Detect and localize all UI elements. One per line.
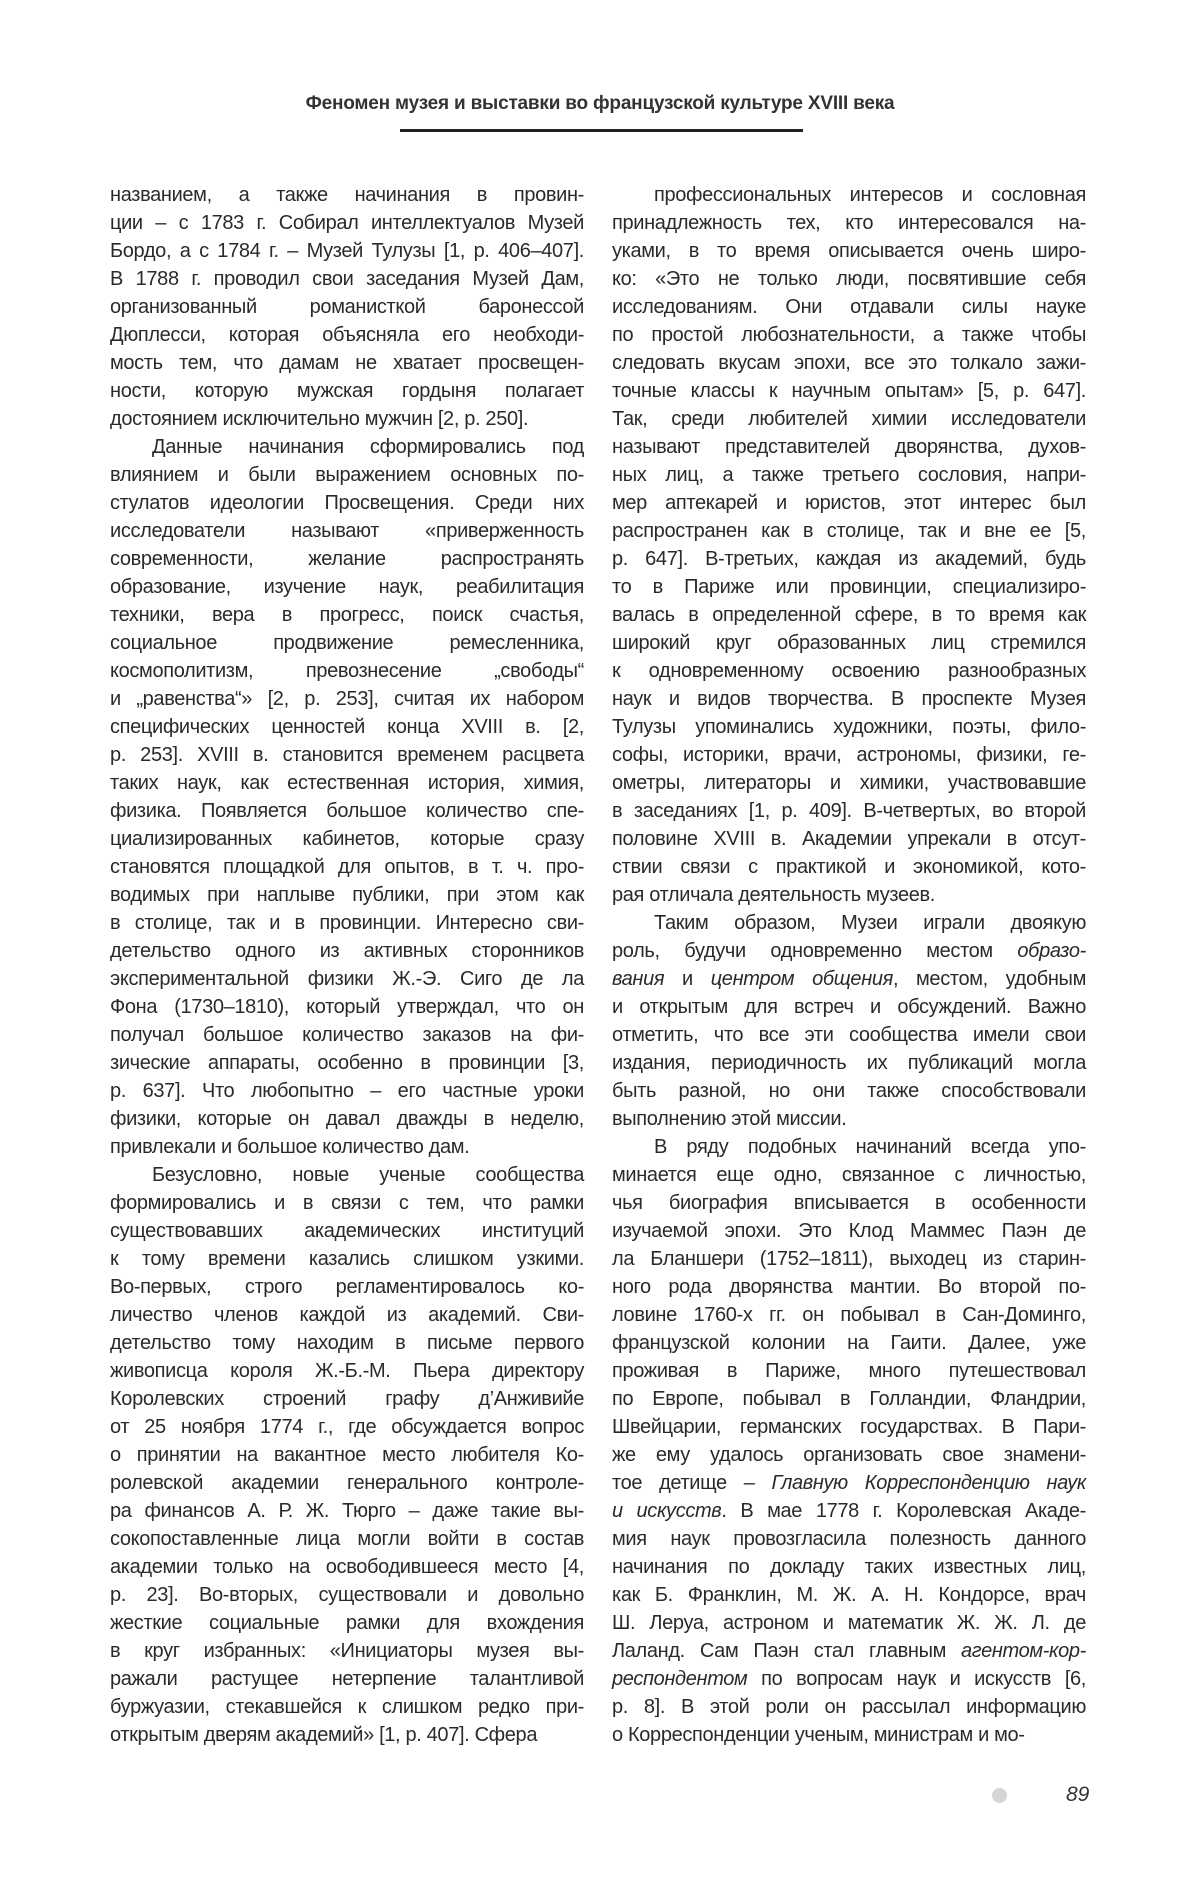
text-line: проживая в Париже, много путешествовал [612,1360,1086,1382]
text-line: Швейцарии, германских государствах. В Пари- [612,1416,1086,1438]
italic-text-segment: респондентом [612,1668,748,1690]
text-line: таких наук, как естественная история, химия, [110,772,584,794]
text-line: чья биография вписывается в особенности [612,1192,1086,1214]
italic-text-segment: образо- [1017,940,1086,962]
text-line: Во-первых, строго регламентировалось ко- [110,1276,584,1298]
text-line: как Б. Франклин, М. Ж. А. Н. Кондорсе, врач [612,1584,1086,1606]
text-line: достоянием исключительно мужчин [2, p. 250]. [110,408,529,430]
text-line: p. 8]. В этой роли он рассылал информацию [612,1696,1086,1718]
text-line: техники, вера в прогресс, поиск счастья, [110,604,584,626]
text-line: Дюплесси, которая объясняла его необходи- [110,324,584,346]
text-line: получал большое количество заказов на фи- [110,1024,584,1046]
text-line: начинания по докладу таких известных лиц, [612,1556,1086,1578]
text-line: физики, которые он давал дважды в неделю, [110,1108,584,1130]
text-line: влиянием и были выражением основных по- [110,464,584,486]
text-line: ра финансов А. Р. Ж. Тюрго – даже такие вы- [110,1500,584,1522]
text-line: ко: «Это не только люди, посвятившие себя [612,268,1086,290]
text-line: рая отличала деятельность музеев. [612,884,935,906]
text-line: в круг избранных: «Инициаторы музея вы- [110,1640,584,1662]
text-line: в столице, так и в провинции. Интересно сви- [110,912,584,934]
text-line: жесткие социальные рамки для вхождения [110,1612,584,1634]
text-line [612,937,1086,965]
text-line: выполнению этой миссии. [612,1108,847,1130]
text-line: к тому времени казались слишком узкими. [110,1248,584,1270]
text-line: ного рода дворянства мантии. Во второй по- [612,1276,1086,1298]
text-line: ловине 1760-х гг. он побывал в Сан-Доминго, [612,1304,1086,1326]
text-line: существовавших академических институций [110,1220,584,1242]
text-line: образование, изучение наук, реабилитация [110,576,584,598]
text-segment: , местом, удобным [892,968,1086,990]
text-line: мия наук провозгласила полезность данного [612,1528,1086,1550]
italic-text-segment: и искусств [612,1500,722,1522]
text-line: Таким образом, Музеи играли двоякую [654,912,1086,934]
text-line: открытым дверям академий» [1, p. 407]. Сфера [110,1724,538,1746]
text-line: ражали растущее нетерпение талантливой [110,1668,584,1690]
text-line: привлекали и большое количество дам. [110,1136,470,1158]
page-marker-dot-icon [992,1788,1007,1803]
text-segment: тое детище – [612,1472,772,1494]
text-line: p. 637]. Что любопытно – его частные уроки [110,1080,584,1102]
text-line: исследователи называют «приверженность [110,520,584,542]
header-rule [400,129,803,132]
text-line: наук и видов творчества. В проспекте Музея [612,688,1086,710]
text-line: p. 253]. XVIII в. становится временем расцвета [110,744,584,766]
italic-text-segment: центром общения [710,968,893,990]
italic-text-segment: вания [612,968,665,990]
text-line: академии только на освободившееся место [4, [110,1556,584,1578]
text-line: к одновременному освоению разнообразных [612,660,1086,682]
text-line: по Европе, побывал в Голландии, Фландрии, [612,1388,1086,1410]
text-line: о Корреспонденции ученым, министрам и мо- [612,1724,1025,1746]
text-line: ствии связи с практикой и экономикой, кото- [612,856,1086,878]
page-number: 89 [1066,1783,1090,1806]
text-line: Фона (1730–1810), который утверждал, что он [110,996,584,1018]
text-line: зические аппараты, особенно в провинции [3, [110,1052,584,1074]
text-line: уками, в то время описывается очень широ- [612,240,1086,262]
italic-text-segment: агентом-кор- [961,1640,1086,1662]
text-line: быть разной, но они также способствовали [612,1080,1086,1102]
text-segment: по вопросам наук и искусств [6, [747,1668,1086,1690]
text-line: стулатов идеологии Просвещения. Среди них [110,492,584,514]
text-column-right [612,181,1086,1749]
text-line [612,1469,1086,1497]
text-line: мость тем, что дамам не хватает просвещен- [110,352,584,374]
text-line: Безусловно, новые ученые сообщества [152,1164,584,1186]
text-segment: Лаланд. Сам Паэн стал главным [612,1640,962,1662]
text-line: Данные начинания сформировались под [152,436,584,458]
text-line [612,1497,1086,1525]
text-line: экспериментальной физики Ж.-Э. Сиго де ла [110,968,584,990]
text-line: В 1788 г. проводил свои заседания Музей Дам, [110,268,584,290]
text-line: циализированных кабинетов, которые сразу [110,828,584,850]
text-line: живописца короля Ж.-Б.-М. Пьера директору [110,1360,584,1382]
text-line: точные классы к научным опытам» [5, p. 647]. [612,380,1086,402]
text-line: мер аптекарей и юристов, этот интерес был [612,492,1086,514]
text-line: Ш. Леруа, астроном и математик Ж. Ж. Л. де [612,1612,1086,1634]
text-segment: роль, будучи одновременно местом [612,940,1018,962]
text-line: Тулузы упоминались художники, поэты, фило- [612,716,1086,738]
text-line: ролевской академии генерального контроле- [110,1472,584,1494]
italic-text-segment: Главную Корреспонденцию наук [771,1472,1086,1494]
text-line: p. 23]. Во-вторых, существовали и довольно [110,1584,584,1606]
text-line: ла Бланшери (1752–1811), выходец из старин- [612,1248,1086,1270]
text-line: исследованиям. Они отдавали силы науке [612,296,1086,318]
text-line [612,1665,1086,1693]
text-line: сокопоставленные лица могли войти в состав [110,1528,584,1550]
text-line: отметить, что все эти сообщества имели свои [612,1024,1086,1046]
text-line: p. 647]. В-третьих, каждая из академий, будь [612,548,1086,570]
text-line: водимых при наплыве публики, при этом как [110,884,584,906]
text-line: то в Париже или провинции, специализиро- [612,576,1086,598]
text-line: социальное продвижение ремесленника, [110,632,584,654]
running-header-title: Феномен музея и выставки во французской культуре XVIII века [305,93,895,114]
text-line: Так, среди любителей химии исследователи [612,408,1086,430]
text-line: Бордо, а с 1784 г. – Музей Тулузы [1, p. 406–407]. [110,240,584,262]
text-line: ности, которую мужская гордыня полагает [110,380,584,402]
text-line: физика. Появляется большое количество спе- [110,800,584,822]
text-line: ометры, литераторы и химики, участвовавшие [612,772,1086,794]
text-line: детельство тому находим в письме первого [110,1332,584,1354]
text-line: формировались и в связи с тем, что рамки [110,1192,584,1214]
text-line: современности, желание распространять [110,548,584,570]
text-line: от 25 ноября 1774 г., где обсуждается вопрос [110,1416,584,1438]
text-line: половине XVIII в. Академии упрекали в отсут- [612,828,1086,850]
text-line: минается еще одно, связанное с личностью, [612,1164,1086,1186]
text-column-left [110,181,584,1749]
text-line [612,965,1086,993]
text-line: следовать вкусам эпохи, все это толкало зажи- [612,352,1086,374]
text-segment: . В мае 1778 г. Королевская Акаде- [721,1500,1086,1522]
text-line: широкий круг образованных лиц стремился [612,632,1086,654]
text-segment: и [664,968,711,990]
text-line: специфических ценностей конца XVIII в. [2, [110,716,584,738]
text-line: о принятии на вакантное место любителя Ко- [110,1444,584,1466]
text-line: названием, а также начинания в провин- [110,184,584,206]
text-line: распространен как в столице, так и вне ее [5, [612,520,1086,542]
text-line: в заседаниях [1, p. 409]. В-четвертых, во второй [612,800,1086,822]
text-line: французской колонии на Гаити. Далее, уже [612,1332,1086,1354]
text-line: детельство одного из активных сторонников [110,940,584,962]
text-line: организованный романисткой баронессой [110,296,584,318]
text-line: издания, периодичность их публикаций могла [612,1052,1086,1074]
text-line: по простой любознательности, а также чтобы [612,324,1086,346]
text-line: изучаемой эпохи. Это Клод Маммес Паэн де [612,1220,1086,1242]
text-line [612,1637,1086,1665]
text-line: называют представителей дворянства, духов- [612,436,1086,458]
text-line: личество членов каждой из академий. Сви- [110,1304,584,1326]
text-line: и „равенства“» [2, p. 253], считая их набором [110,688,584,710]
text-line: Королевских строений графу д’Анживийе [110,1388,584,1410]
text-line: же ему удалось организовать свое знамени- [612,1444,1086,1466]
text-line: профессиональных интересов и сословная [654,184,1086,206]
text-line: становятся площадкой для опытов, в т. ч. про- [110,856,584,878]
text-line: софы, историки, врачи, астрономы, физики, ге- [612,744,1086,766]
text-line: В ряду подобных начинаний всегда упо- [654,1136,1086,1158]
text-line: принадлежность тех, кто интересовался на- [612,212,1086,234]
text-line: ных лиц, а также третьего сословия, напри- [612,464,1086,486]
text-line: ции – с 1783 г. Собирал интеллектуалов Музей [110,212,584,234]
text-line: буржуазии, стекавшейся к слишком редко при- [110,1696,584,1718]
text-line: космополитизм, превознесение „свободы“ [110,660,584,682]
text-line: и открытым для встреч и обсуждений. Важно [612,996,1086,1018]
text-line: валась в определенной сфере, в то время как [612,604,1086,626]
